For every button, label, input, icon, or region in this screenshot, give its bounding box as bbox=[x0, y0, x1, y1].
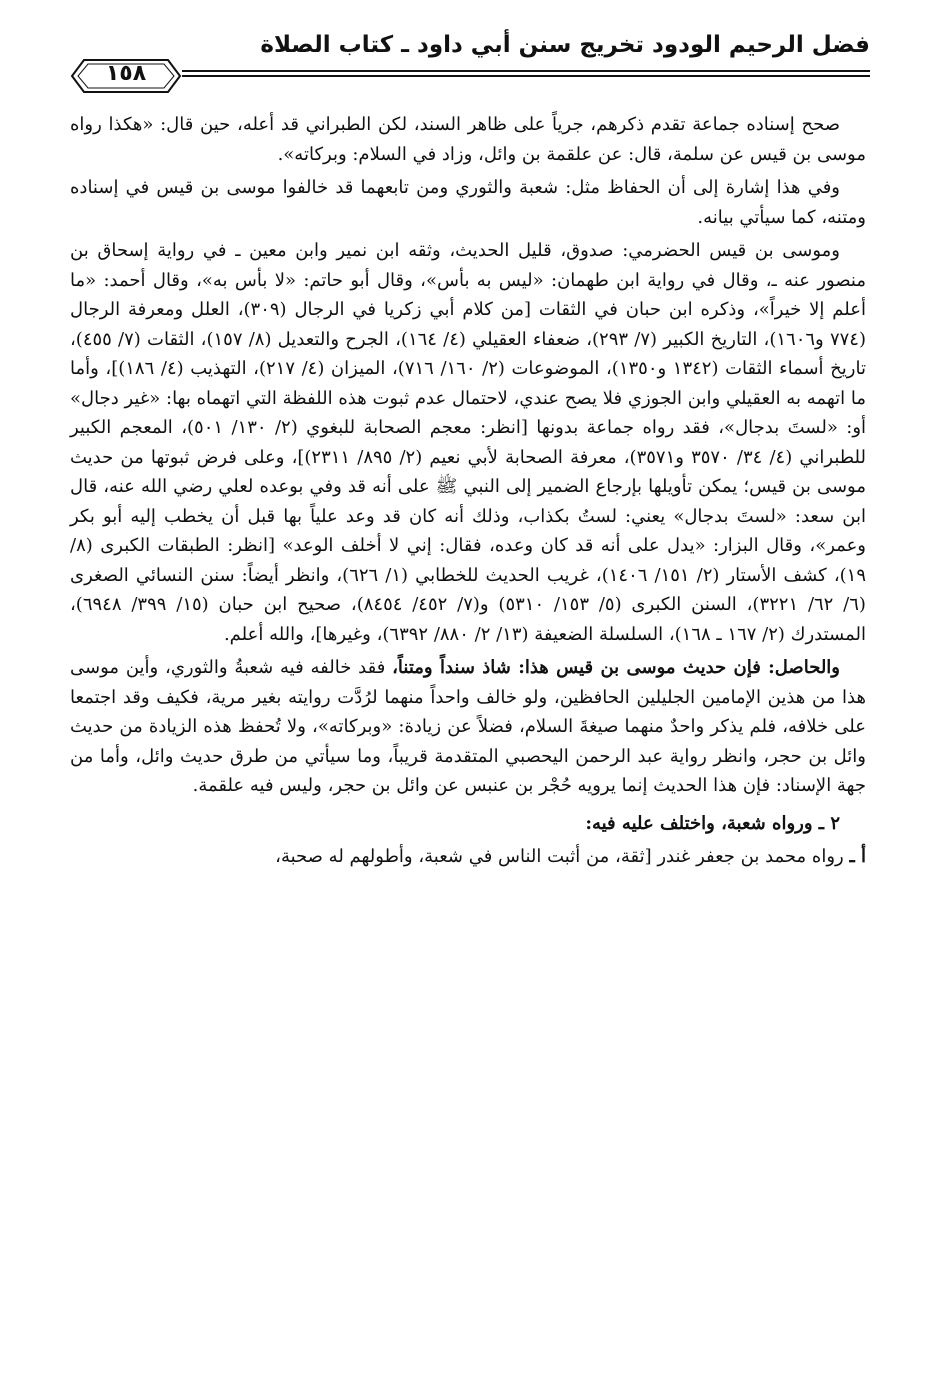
header-rule-top bbox=[70, 70, 870, 72]
header-rule-bottom bbox=[70, 75, 870, 77]
paragraph-1: صحح إسناده جماعة تقدم ذكرهم، جرياً على ظاهر السند، لكن الطبراني قد أعله، حين قال: «هكذا رواه موسى بن قيس عن سلمة، قال: عن علقمة بن وائل، وزاد في السلام: وبركاته». bbox=[70, 114, 866, 165]
section-heading: ٢ ـ ورواه شعبة، واختلف عليه فيه: bbox=[585, 812, 840, 834]
list-item bbox=[70, 842, 866, 872]
running-title: فضل الرحيم الودود تخريج سنن أبي داود ـ كتاب الصلاة bbox=[260, 32, 870, 58]
page-header bbox=[70, 18, 870, 98]
conclusion-text: فقد خالفه فيه شعبةُ والثوري، وأين موسى هذا من هذين الإمامين الجليلين الحافظين، ولو خالف واحداً منهما لرُدَّت روايته بغير مرية، فكيف وقد اجتمعا على خلافه، فلم يذكر واحدٌ منهما صيغةَ السلام، فضلاً عن زيادة: «وبركاته»، ولا تُحفظ هذه الزيادة من حديث وائل بن حجر، وانظر رواية عبد الرحمن اليحصبي المتقدمة قريباً، وما سيأتي من طرق حديث وائل، وأما من جهة الإسناد: فإن هذا الحديث إنما يرويه حُجْر بن عنبس عن وائل بن حجر، وليس فيه علقمة. bbox=[70, 657, 866, 796]
list-item-text: رواه محمد بن جعفر غندر [ثقة، من أثبت الناس في شعبة، وأطولهم له صحبة، bbox=[275, 846, 850, 867]
page-body bbox=[70, 110, 866, 876]
conclusion-label: والحاصل: فإن حديث موسى بن قيس هذا: شاذ سنداً ومتناً، bbox=[392, 657, 840, 678]
page-number-badge bbox=[70, 58, 182, 94]
list-item-marker: أ ـ bbox=[849, 846, 866, 867]
conclusion-paragraph bbox=[70, 653, 866, 801]
paragraph-3: وموسى بن قيس الحضرمي: صدوق، قليل الحديث، وثقه ابن نمير وابن معين ـ في رواية إسحاق بن منصور عنه ـ، وقال في رواية ابن طهمان: «ليس به بأس»، وقال أبو حاتم: «لا بأس به»، وقال أحمد: «ما أعلم إلا خيراً»، وذكره ابن حبان في الثقات [من كلام أبي زكريا في الرجال (٣٠٩)، العلل ومعرفة الرجال (٧٧٤ و١٦٠٦)، التاريخ الكبير (٧/ ٢٩٣)، ضعفاء العقيلي (٤/ ١٦٤)، الجرح والتعديل (٨/ ١٥٧)، الثقات (٧/ ٤٥٥)، تاريخ أسماء الثقات (١٣٤٢ و١٣٥٠)، الموضوعات (٢/ ١٦٠/ ٧١٦)، الميزان (٤/ ٢١٧)، التهذيب (٤/ ١٨٦)]، وأما ما اتهمه به العقيلي وابن الجوزي فلا يصح عندي، لاحتمال عدم ثبوت هذه اللفظة التي اتهماه بها: «غير دجال» أو: «لستَ بدجال»، فقد رواه جماعة بدونها [انظر: معجم الصحابة للبغوي (٢/ ١٣٠/ ٥٠١)، المعجم الكبير للطبراني (٤/ ٣٤/ ٣٥٧٠ و٣٥٧١)، معرفة الصحابة لأبي نعيم (٢/ ٨٩٥/ ٢٣١١)]، وعلى فرض ثبوتها من حديث موسى بن قيس؛ يمكن تأويلها بإرجاع الضمير إلى النبي ﷺ على أنه قد وفي بوعده لعلي رضي الله عنه، قال ابن سعد: «لستَ بدجال» يعني: لستُ بكذاب، وذلك أنه كان قد وعد علياً بها قبل أن يخطب إليه أبو بكر وعمر»، وقال البزار: «يدل على أنه قد كان وعده، فقال: إني لا أخلف الوعد» [انظر: الطبقات الكبرى (٨/ ١٩)، كشف الأستار (٢/ ١٥١/ ١٤٠٦)، غريب الحديث للخطابي (١/ ٦٢٦)، وانظر أيضاً: سنن النسائي الصغرى (٦/ ٦٢/ ٣٢٢١)، السنن الكبرى (٥/ ١٥٣/ ٥٣١٠) و(٧/ ٤٥٢/ ٨٤٥٤)، صحيح ابن حبان (١٥/ ٣٩٩/ ٦٩٤٨)، المستدرك (٢/ ١٦٧ ـ ١٦٨)، السلسلة الضعيفة (١٣/ ٢/ ٨٨٠/ ٦٣٩٢)، وغيرها]، والله أعلم. bbox=[70, 240, 867, 645]
page-number: ١٥٨ bbox=[105, 61, 147, 86]
paragraph-2: وفي هذا إشارة إلى أن الحفاظ مثل: شعبة والثوري ومن تابعهما قد خالفوا موسى بن قيس في إسناده ومتنه، كما سيأتي بيانه. bbox=[70, 177, 866, 228]
